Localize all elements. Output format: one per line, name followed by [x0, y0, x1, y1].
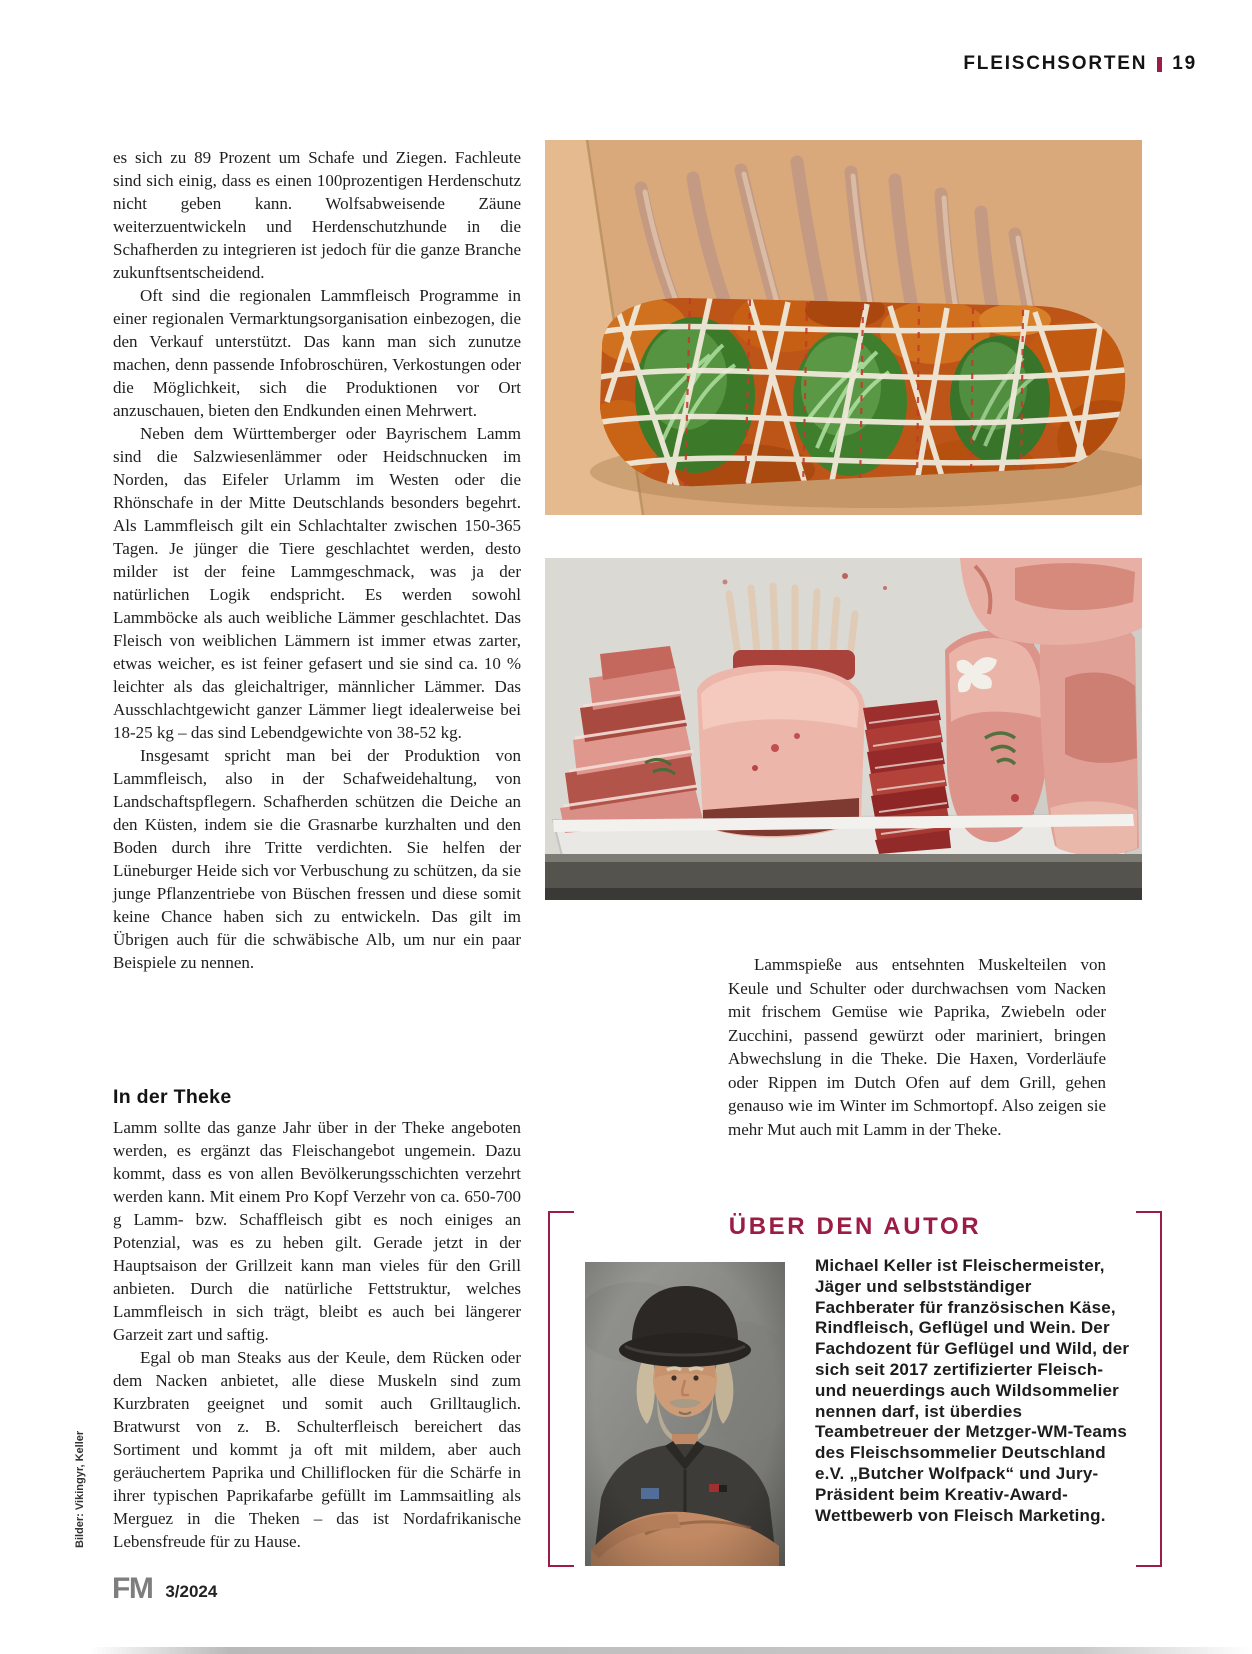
body-paragraph: Lammspieße aus entsehnten Muskelteilen von Keule und Schulter oder durchwachsen vom Nacken mit frischem Gemüse wie Paprika, Zwiebeln oder Zucchini, passend gewürzt oder mariniert, bringen Abwechslung in die Theke. Die Haxen, Vorderläufe oder Rippen im Dutch Ofen auf dem Grill, gehen genauso wie im Winter im Schmortopf. Also zeigen sie mehr Mut auch mit Lamm in der Theke. — [728, 955, 1106, 1139]
article-column-2 — [728, 953, 1106, 1141]
page-footer — [112, 1574, 217, 1604]
author-box-bracket-right — [1136, 1211, 1162, 1567]
body-paragraph: Lamm sollte das ganze Jahr über in der Theke angeboten werden, es ergänzt das Fleischangebot ungemein. Dazu kommt, dass es von allen Bevölkerungsschichten verzehrt werden kann. Mit einem Pro Kopf Verzehr von ca. 650-700 g Lamm- bzw. Schaffleisch gibt es noch einiges an Potenzial, was es zu heben gilt. Gerade jetzt in der Hauptsaison der Grillzeit kann man vieles für den Grill anbieten. Durch die natürliche Fettstruktur, welches Lammfleisch in sich trägt, bleibt es auch bei längerer Garzeit zart und saftig. — [113, 1118, 521, 1344]
header-separator — [1157, 57, 1162, 72]
author-portrait — [585, 1262, 785, 1566]
lamb-crown-roast-illustration — [545, 140, 1142, 515]
section-title: FLEISCHSORTEN — [963, 53, 1148, 74]
page-header — [963, 53, 1197, 75]
issue-number: 3/2024 — [165, 1581, 218, 1601]
body-paragraph: es sich zu 89 Prozent um Schafe und Ziegen. Fachleute sind sich einig, dass es einen 100prozentigen Herdenschutz nicht geben kann. Wolfsabweisende Zäune weiterzuentwickeln und Herdenschutzhunde in die Schafherden zu integrieren ist jedoch für die ganze Branche zukunftsentscheidend. — [113, 148, 521, 282]
author-bio: Michael Keller ist Fleischermeister, Jäger und selbstständiger Fachberater für französischen Käse, Rindfleisch, Geflügel und Wein. Der Fachdozent für Geflügel und Wild, der sich seit 2017 zertifizierter Fleisch- und neuerdings auch Wildsommelier nennen darf, ist überdies Teambetreuer der Metzger-WM-Teams des Fleischsommelier Deutschland e.V. „Butcher Wolfpack“ und Jury-Präsident beim Kreativ-Award-Wettbewerb von Fleisch Marketing. — [815, 1256, 1130, 1525]
lamb-cuts-illustration — [545, 558, 1142, 900]
page-bottom-edge — [90, 1647, 1252, 1654]
author-box-bracket-left — [548, 1211, 574, 1567]
article-column-1 — [113, 146, 521, 974]
page-number: 19 — [1172, 53, 1197, 74]
author-box-heading: ÜBER DEN AUTOR — [728, 1213, 982, 1240]
photo-credit: Bilder: Vikingyr, Keller — [74, 1430, 86, 1548]
subheading-in-der-theke: In der Theke — [113, 1086, 232, 1108]
article-column-1-continued — [113, 1116, 521, 1553]
photo-lamb-cuts-display — [545, 558, 1142, 900]
body-paragraph: Insgesamt spricht man bei der Produktion von Lammfleisch, also in der Schafweidehaltung, von Landschaftspflegern. Schafherden schützen die Deiche an den Küsten, indem sie die Grasnarbe kurzhalten und den Boden durch ihre Tritte verdichten. Sie helfen der Lüneburger Heide sich vor Verbuschung zu schützen, da sie junge Pflanzentriebe von Büschen fressen und diese somit keine Chance haben sich zu entwickeln. Das gilt im Übrigen auch für die schwäbische Alb, um nur ein paar Beispiele zu nennen. — [113, 746, 521, 972]
photo-lamb-crown-roast — [545, 140, 1142, 515]
body-paragraph: Neben dem Württemberger oder Bayrischem Lamm sind die Salzwiesenlämmer oder Heidschnucken im Norden, das Eifeler Urlamm im Westen oder die Rhönschafe in der Mitte Deutschlands besonders begehrt. Als Lammfleisch gilt ein Schlachtalter zwischen 150-365 Tagen. Je jünger die Tiere geschlachtet werden, desto milder ist der feine Lammgeschmack, was ja der natürlichen Logik endspricht. Es werden sowohl Lammböcke als auch weibliche Lämmer geschlachtet. Das Fleisch von weiblichen Lämmern ist immer etwas zarter, etwas weicher, es ist feiner gefasert und sie sind ca. 10 % leichter als das gleichaltriger, männlicher Lämmer. Das Ausschlachtgewicht ganzer Lämmer liegt idealerweise bei 18-25 kg – das sind Lebendgewichte von 38-52 kg. — [113, 424, 521, 742]
body-paragraph: Egal ob man Steaks aus der Keule, dem Rücken oder dem Nacken anbietet, alle diese Muskeln sind zum Kurzbraten geeignet und somit auch Grilltauglich. Bratwurst von z. B. Schulterfleisch bereichert das Sortiment und kommt ja oft mit mildem, aber auch geräuchertem Paprika und Chilliflocken für die Schärfe in ihrer typischen Paprikafarbe gefüllt im Lammsaitling als Merguez in die Theken – das ist Nordafrikanische Lebensfreude für zu Hause. — [113, 1348, 521, 1551]
author-portrait-illustration — [585, 1262, 785, 1566]
body-paragraph: Oft sind die regionalen Lammfleisch Programme in einer regionalen Vermarktungsorganisation einbezogen, die den Verkauf unterstützt. Das kann man sich zunutze machen, denn passende Infobroschüren, Verkostungen oder die Möglichkeit, sich die Produktionen vor Ort anzuschauen, bieten den Endkunden einen Mehrwert. — [113, 286, 521, 420]
magazine-logo: FM — [112, 1572, 153, 1605]
